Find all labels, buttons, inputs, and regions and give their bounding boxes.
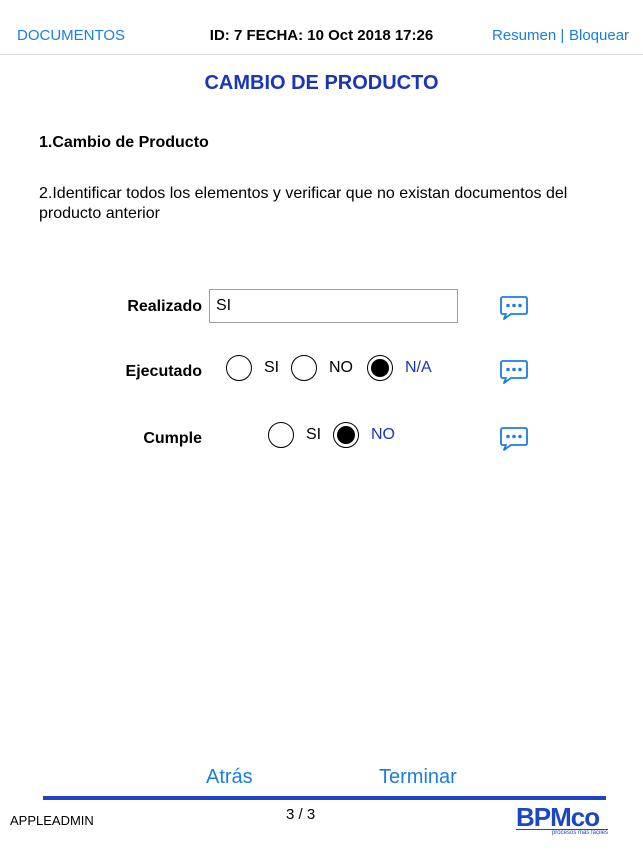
comment-icon[interactable] — [499, 426, 529, 452]
page-indicator: 3 / 3 — [286, 806, 316, 823]
ejecutado-si-label: SI — [264, 359, 280, 376]
finish-button[interactable]: Terminar — [379, 766, 457, 788]
cumple-no-label: NO — [371, 426, 395, 443]
ejecutado-label: Ejecutado — [125, 363, 202, 380]
bpmco-logo — [516, 803, 608, 841]
section-heading: 1.Cambio de Producto — [39, 134, 209, 151]
logo-text: BPMco — [516, 802, 600, 832]
lock-link[interactable]: Bloquear — [569, 27, 630, 44]
ejecutado-na-label: N/A — [405, 359, 432, 376]
ejecutado-no-radio[interactable] — [291, 355, 317, 381]
ejecutado-si-radio[interactable] — [226, 355, 252, 381]
realizado-input[interactable] — [209, 289, 458, 323]
instruction-text: 2.Identificar todos los elementos y verificar que no existan documentos del producto anterior — [39, 185, 568, 222]
user-name: APPLEADMIN — [10, 813, 94, 828]
documents-link[interactable]: DOCUMENTOS — [17, 27, 126, 44]
page-title: CAMBIO DE PRODUCTO — [204, 72, 439, 94]
logo-tagline: procesos más fáciles — [516, 829, 608, 836]
header-divider — [0, 54, 643, 55]
ejecutado-no-label: NO — [329, 359, 353, 376]
footer-bar — [43, 796, 606, 800]
cumple-no-radio[interactable] — [333, 422, 359, 448]
summary-link[interactable]: Resumen | — [492, 27, 565, 44]
comment-icon[interactable] — [499, 295, 529, 321]
realizado-label: Realizado — [127, 298, 202, 315]
ejecutado-na-radio[interactable] — [367, 355, 393, 381]
cumple-si-radio[interactable] — [268, 422, 294, 448]
back-button[interactable]: Atrás — [206, 766, 253, 788]
cumple-si-label: SI — [306, 426, 322, 443]
document-info: ID: 7 FECHA: 10 Oct 2018 17:26 — [209, 27, 434, 44]
comment-icon[interactable] — [499, 359, 529, 385]
cumple-label: Cumple — [143, 430, 202, 447]
